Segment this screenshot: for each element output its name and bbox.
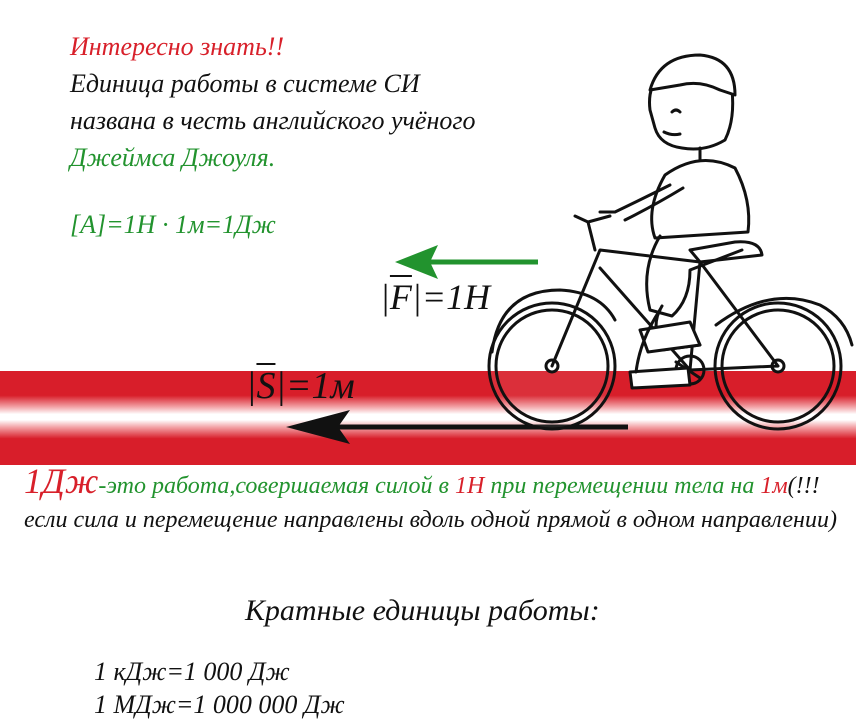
boy-on-bicycle-image (489, 55, 852, 429)
multiple-item: 1 кДж=1 000 Дж (94, 657, 290, 686)
force-magnitude-label (380, 276, 490, 318)
displacement-value: |=1м (275, 365, 355, 407)
definition-part-2: при перемещении тела на (484, 473, 761, 499)
definition-distance: 1м (760, 473, 788, 499)
force-bar: | (380, 277, 390, 317)
force-symbol: $\overline{F}$ (389, 277, 412, 317)
unit-formula: [A]=1H · 1м=1Дж (70, 210, 276, 239)
multiple-item: 1 МДж=1 000 000 Дж (94, 690, 345, 719)
definition-force: 1Н (454, 473, 485, 499)
displacement-magnitude-label (246, 364, 355, 408)
force-value: |=1H (411, 277, 491, 317)
joule-definition (24, 461, 844, 537)
intro-line-3: Джеймса Джоуля. (70, 143, 276, 172)
definition-unit: 1Дж (24, 461, 99, 501)
force-arrow (395, 245, 538, 279)
definition-part-1: -это работа,совершаемая силой в (98, 473, 455, 499)
boy-figure (600, 55, 749, 388)
displacement-bar: | (246, 365, 257, 407)
definition-note: (!!!если сила и перемещение направлены вдоль одной прямой в одном направлении) (24, 473, 837, 533)
intro-line-2: названа в честь английского учёного (70, 106, 476, 135)
multiples-title: Кратные единицы работы: (245, 594, 600, 627)
intro-line-1: Единица работы в системе СИ (70, 69, 420, 98)
displacement-symbol: $\overline{S}$ (256, 365, 276, 407)
intro-heading: Интересно знать!! (70, 32, 285, 61)
